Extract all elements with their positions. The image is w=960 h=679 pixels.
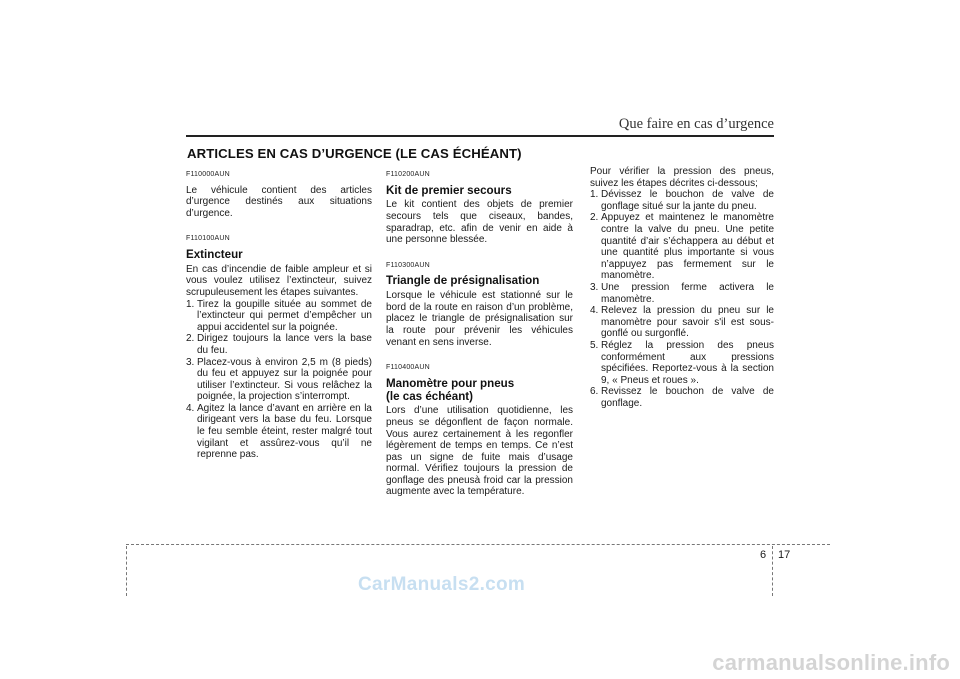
- list-item: 2. Dirigez toujours la lance vers la base du feu.: [186, 333, 372, 356]
- list-item: 1. Dévissez le bouchon de valve de gonflage situé sur la jante du pneu.: [590, 189, 774, 212]
- page-header-title: Que faire en cas d’urgence: [618, 116, 774, 132]
- column-2: [386, 166, 573, 498]
- list-item: 4. Relevez la pression du pneu sur le manomètre pour savoir s'il est sous-gonflé ou surgonflé.: [590, 305, 774, 340]
- first-aid-paragraph: Le kit contient des objets de premier secours tels que ciseaux, bandes, sparadrap, etc. afin de venir en aide à une personne blessée.: [386, 199, 573, 246]
- list-item: 3. Placez-vous à environ 2,5 m (8 pieds) du feu et appuyez sur la poignée pour utiliser l’extincteur. Si vous relâchez la poignée, la projection s’interrompt.: [186, 356, 372, 403]
- list-item: 6. Revissez le bouchon de valve de gonflage.: [590, 386, 774, 409]
- footer-rule: [126, 544, 830, 545]
- list-item: 4. Agitez la lance d’avant en arrière en la dirigeant vers la base du feu. Lorsque le feu semble éteint, rester malgré tout vigilant et assûrez-vous qu’il ne reprenne pas.: [186, 402, 372, 461]
- ref-code-first-aid: F110200AUN: [386, 171, 430, 178]
- tire-gauge-paragraph: Lors d’une utilisation quotidienne, les pneus se dégonflent de façon normale. Vous aurez certainement à les regonfler légèrement de temps en temps. Ce n’est pas un signe de fuite mais d’usage normal. Vérifiez toujours la pression de gonflage des pneusà froid car la pression augmente avec la température.: [386, 405, 573, 498]
- watermark-carmanualsonline: carmanualsonline.info: [712, 650, 950, 675]
- list-item: 2. Appuyez et maintenez le manomètre contre la valve du pneu. Une petite quantité d’air s’échappera au début et une quantité plus importante si vous n’appuyez pas fermement sur le manomètre.: [590, 212, 774, 282]
- ref-code-intro: F110000AUN: [186, 171, 230, 178]
- intro-paragraph: Le véhicule contient des articles d’urgence destinés aux situations d’urgence.: [186, 184, 372, 219]
- page-number: 17: [778, 549, 791, 561]
- list-item: 5. Réglez la pression des pneus conformément aux pressions spécifiées. Reportez-vous à la section 9, « Pneus et roues ».: [590, 339, 774, 386]
- triangle-heading: Triangle de présignalisation: [386, 274, 540, 288]
- ref-code-tire-gauge: F110400AUN: [386, 364, 430, 372]
- page-number-divider: [772, 546, 773, 596]
- triangle-paragraph: Lorsque le véhicule est stationné sur le bord de la route en raison d’un problème, placez le triangle de présignalisation sur la route pour prévenir les véhicules venant en sens inverse.: [386, 290, 573, 348]
- list-item: 1. Tirez la goupille située au sommet de l’extincteur qui permet d’empêcher un appui accidentel sur la poignée.: [186, 298, 372, 333]
- pressure-check-intro: Pour vérifier la pression des pneus, suivez les étapes décrites ci-dessous;: [590, 166, 774, 189]
- header-rule: [186, 135, 774, 137]
- extinguisher-heading: Extincteur: [186, 247, 243, 261]
- crop-mark-left: [126, 546, 127, 596]
- column-1: [186, 166, 372, 461]
- tire-gauge-heading: Manomètre pour pneus (le cas échéant): [386, 376, 515, 403]
- first-aid-heading: Kit de premier secours: [386, 183, 512, 197]
- extinguisher-paragraph: En cas d’incendie de faible ampleur et si vous voulez utilisez l’extincteur, suivez scrupuleusement les étapes suivantes.: [186, 263, 372, 298]
- watermark-carmanuals2: CarManuals2.com: [358, 574, 526, 595]
- ref-code-triangle: F110300AUN: [386, 261, 430, 269]
- section-title: ARTICLES EN CAS D’URGENCE (LE CAS ÉCHÉANT): [187, 146, 522, 161]
- ref-code-extinguisher: F110100AUN: [186, 235, 230, 243]
- extinguisher-steps: [186, 299, 372, 461]
- chapter-number: 6: [760, 549, 767, 561]
- list-item: 3. Une pression ferme activera le manomètre.: [590, 281, 774, 305]
- column-3: [590, 166, 774, 409]
- pressure-check-steps: [590, 189, 774, 409]
